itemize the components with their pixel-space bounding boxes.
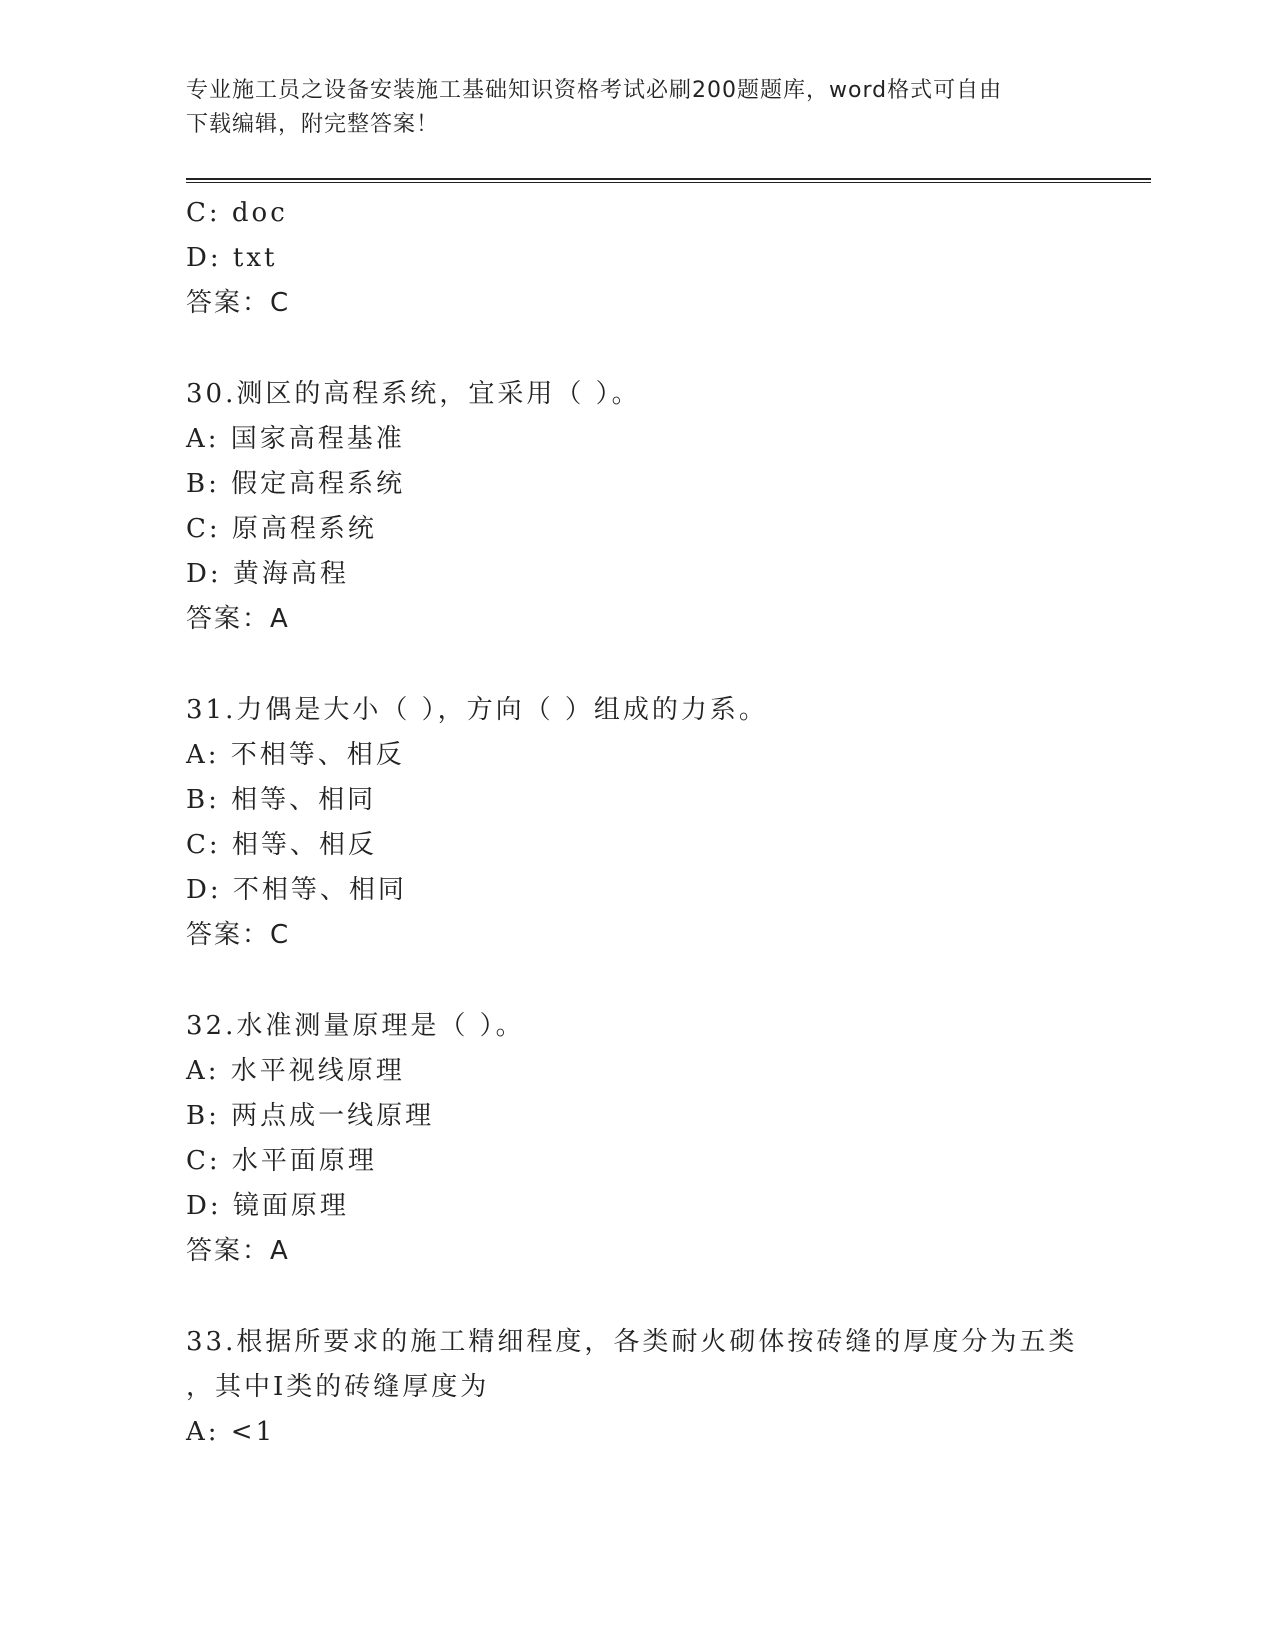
option-a: A: 水平视线原理 (186, 1056, 405, 1086)
option-d: D: 不相等、相同 (186, 875, 407, 905)
option-d: D: 镜面原理 (186, 1191, 349, 1221)
header-title-line-1: 专业施工员之设备安装施工基础知识资格考试必刷200题题库，word格式可自由 (186, 78, 1003, 103)
option-c: C: 原高程系统 (186, 514, 377, 544)
question-32 (186, 1004, 1086, 1274)
answer-text: 答案：A (186, 1236, 290, 1266)
answer-text: 答案：C (186, 920, 291, 950)
option-b: B: 两点成一线原理 (186, 1101, 435, 1131)
spacer (186, 642, 1086, 688)
option-c: C: 相等、相反 (186, 830, 377, 860)
question-text-line-2: ，其中Ⅰ类的砖缝厚度为 (186, 1372, 490, 1402)
question-29-tail (186, 191, 1086, 326)
option-b: B: 相等、相同 (186, 785, 377, 815)
question-text: 30.测区的高程系统，宜采用（ ）。 (186, 379, 641, 409)
option-c: C: doc (186, 198, 288, 228)
header-divider (186, 178, 1151, 183)
question-list (186, 191, 1086, 1455)
question-33 (186, 1320, 1086, 1455)
page-header (186, 74, 1066, 142)
header-title-line-2: 下载编辑，附完整答案！ (186, 112, 440, 137)
question-text: 31.力偶是大小（ ），方向（ ）组成的力系。 (186, 695, 768, 725)
option-a: A: <1 (186, 1417, 276, 1447)
option-c: C: 水平面原理 (186, 1146, 377, 1176)
option-a: A: 国家高程基准 (186, 424, 405, 454)
option-b: B: 假定高程系统 (186, 469, 406, 499)
question-30 (186, 372, 1086, 642)
question-text: 32.水准测量原理是（ ）。 (186, 1011, 525, 1041)
option-d: D: txt (186, 243, 278, 273)
option-d: D: 黄海高程 (186, 559, 349, 589)
spacer (186, 326, 1086, 372)
option-a: A: 不相等、相反 (186, 740, 405, 770)
spacer (186, 958, 1086, 1004)
question-text-line-1: 33.根据所要求的施工精细程度，各类耐火砌体按砖缝的厚度分为五类 (186, 1327, 1078, 1357)
answer-text: 答案：C (186, 288, 291, 318)
question-31 (186, 688, 1086, 958)
answer-text: 答案：A (186, 604, 290, 634)
spacer (186, 1274, 1086, 1320)
